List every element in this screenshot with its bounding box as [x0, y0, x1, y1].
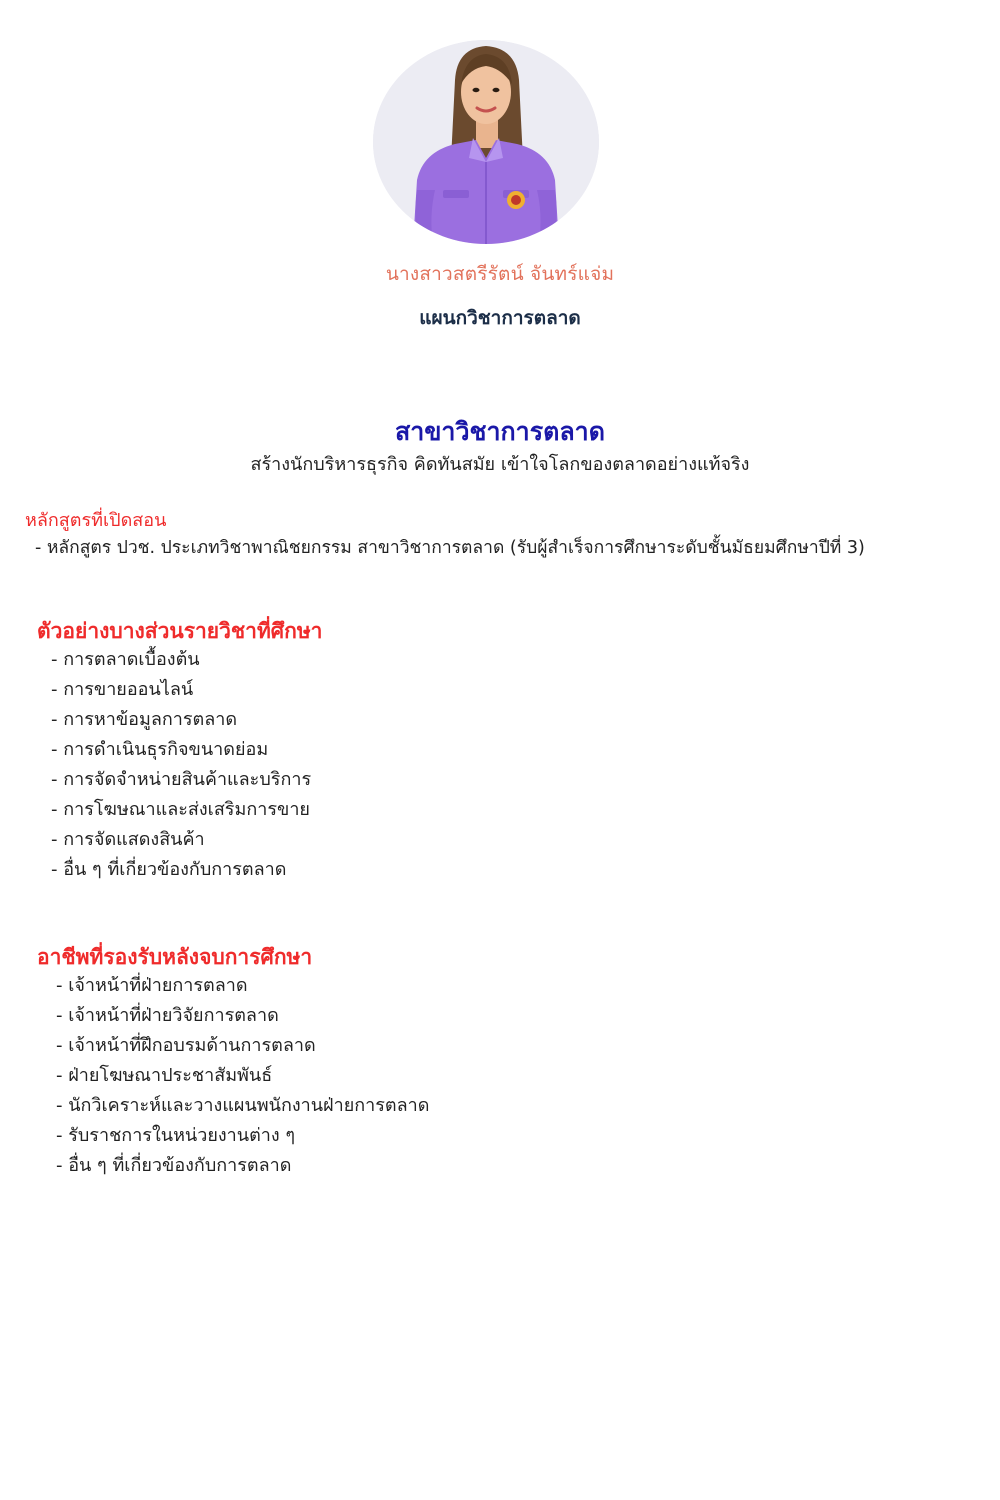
- list-item: - ฝ่ายโฆษณาประชาสัมพันธ์: [56, 1065, 273, 1086]
- careers-heading: อาชีพที่รองรับหลังจบการศึกษา: [37, 945, 313, 969]
- portrait-photo: [373, 40, 599, 244]
- list-item: - เจ้าหน้าที่ฝึกอบรมด้านการตลาด: [56, 1035, 316, 1056]
- list-item: - เจ้าหน้าที่ฝ่ายวิจัยการตลาด: [56, 1005, 279, 1026]
- list-item: - นักวิเคราะห์และวางแผนพนักงานฝ่ายการตลาด: [56, 1095, 430, 1116]
- courses-heading: หลักสูตรที่เปิดสอน: [25, 510, 167, 531]
- avatar: [373, 40, 599, 244]
- list-item: - การหาข้อมูลการตลาด: [51, 709, 238, 730]
- subjects-list: [51, 645, 311, 885]
- subjects-heading: ตัวอย่างบางส่วนรายวิชาที่ศึกษา: [37, 619, 323, 643]
- list-item: - การจัดจำหน่ายสินค้าและบริการ: [51, 769, 312, 790]
- program-title: สาขาวิชาการตลาด: [395, 417, 605, 446]
- list-item: - เจ้าหน้าที่ฝ่ายการตลาด: [56, 975, 248, 996]
- list-item: - อื่น ๆ ที่เกี่ยวข้องกับการตลาด: [51, 859, 287, 880]
- program-tagline: สร้างนักบริหารธุรกิจ คิดทันสมัย เข้าใจโลกของตลาดอย่างแท้จริง: [250, 454, 750, 475]
- list-item: - รับราชการในหน่วยงานต่าง ๆ: [56, 1125, 296, 1146]
- careers-list: [56, 971, 429, 1181]
- person-name: นางสาวสตรีรัตน์ จันทร์แจ่ม: [385, 263, 615, 285]
- list-item: - อื่น ๆ ที่เกี่ยวข้องกับการตลาด: [56, 1155, 292, 1176]
- list-item: - การตลาดเบื้องต้น: [51, 649, 200, 670]
- courses-line: - หลักสูตร ปวช. ประเภทวิชาพาณิชยกรรม สาขาวิชาการตลาด (รับผู้สำเร็จการศึกษาระดับชั้นมัธยมศึกษาปีที่ 3): [35, 538, 865, 558]
- list-item: - การโฆษณาและส่งเสริมการขาย: [51, 799, 310, 820]
- list-item: - การจัดแสดงสินค้า: [51, 829, 205, 850]
- department-name: แผนกวิชาการตลาด: [419, 307, 581, 329]
- list-item: - การขายออนไลน์: [51, 679, 194, 700]
- list-item: - การดำเนินธุรกิจขนาดย่อม: [51, 739, 269, 760]
